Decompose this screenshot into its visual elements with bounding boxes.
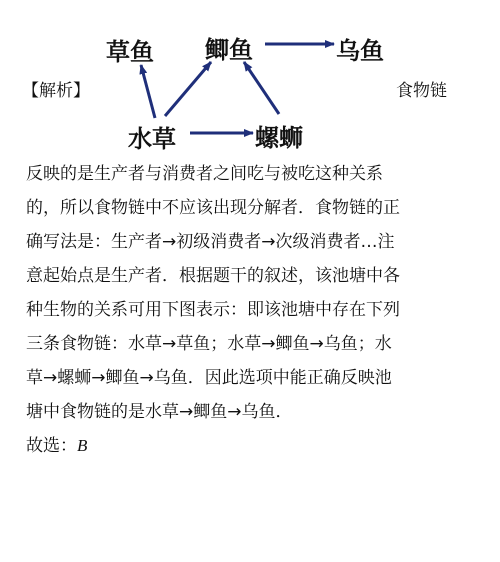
- answer-line: [26, 429, 486, 463]
- food-chain-label: 食物链: [396, 81, 447, 101]
- node-wuyu: 乌鱼: [336, 37, 384, 65]
- arrow-shuicao-to-caoyu: [141, 65, 155, 118]
- answer-letter: B: [77, 436, 88, 455]
- analysis-label: 【解析】: [22, 81, 90, 101]
- explanation-line: 草→螺蛳→鲫鱼→乌鱼．因此选项中能正确反映池: [26, 368, 392, 388]
- explanation-line: 种生物的关系可用下图表示：即该池塘中存在下列: [26, 300, 400, 320]
- explanation-line: 意起始点是生产者．根据题干的叙述，该池塘中各: [26, 266, 400, 286]
- node-jiyu: 鲫鱼: [205, 36, 253, 64]
- explanation-line: 塘中食物链的是水草→鲫鱼→乌鱼．: [26, 402, 293, 422]
- explanation-line: 的，所以食物链中不应该出现分解者．食物链的正: [26, 198, 400, 218]
- explanation-paragraph: [26, 157, 486, 463]
- arrow-luosi-to-jiyu: [244, 62, 279, 114]
- explanation-line: 反映的是生产者与消费者之间吃与被吃这种关系: [26, 164, 383, 184]
- food-web-diagram: [0, 0, 500, 160]
- explanation-line: 三条食物链：水草→草鱼；水草→鲫鱼→乌鱼；水: [26, 334, 392, 354]
- node-luosi: 螺蛳: [255, 124, 303, 152]
- arrow-shuicao-to-jiyu: [165, 62, 211, 116]
- explanation-line: 确写法是：生产者→初级消费者→次级消费者…注: [26, 232, 395, 252]
- answer-prefix: 故选：: [26, 436, 77, 456]
- node-caoyu: 草鱼: [106, 38, 154, 66]
- node-shuicao: 水草: [128, 125, 176, 153]
